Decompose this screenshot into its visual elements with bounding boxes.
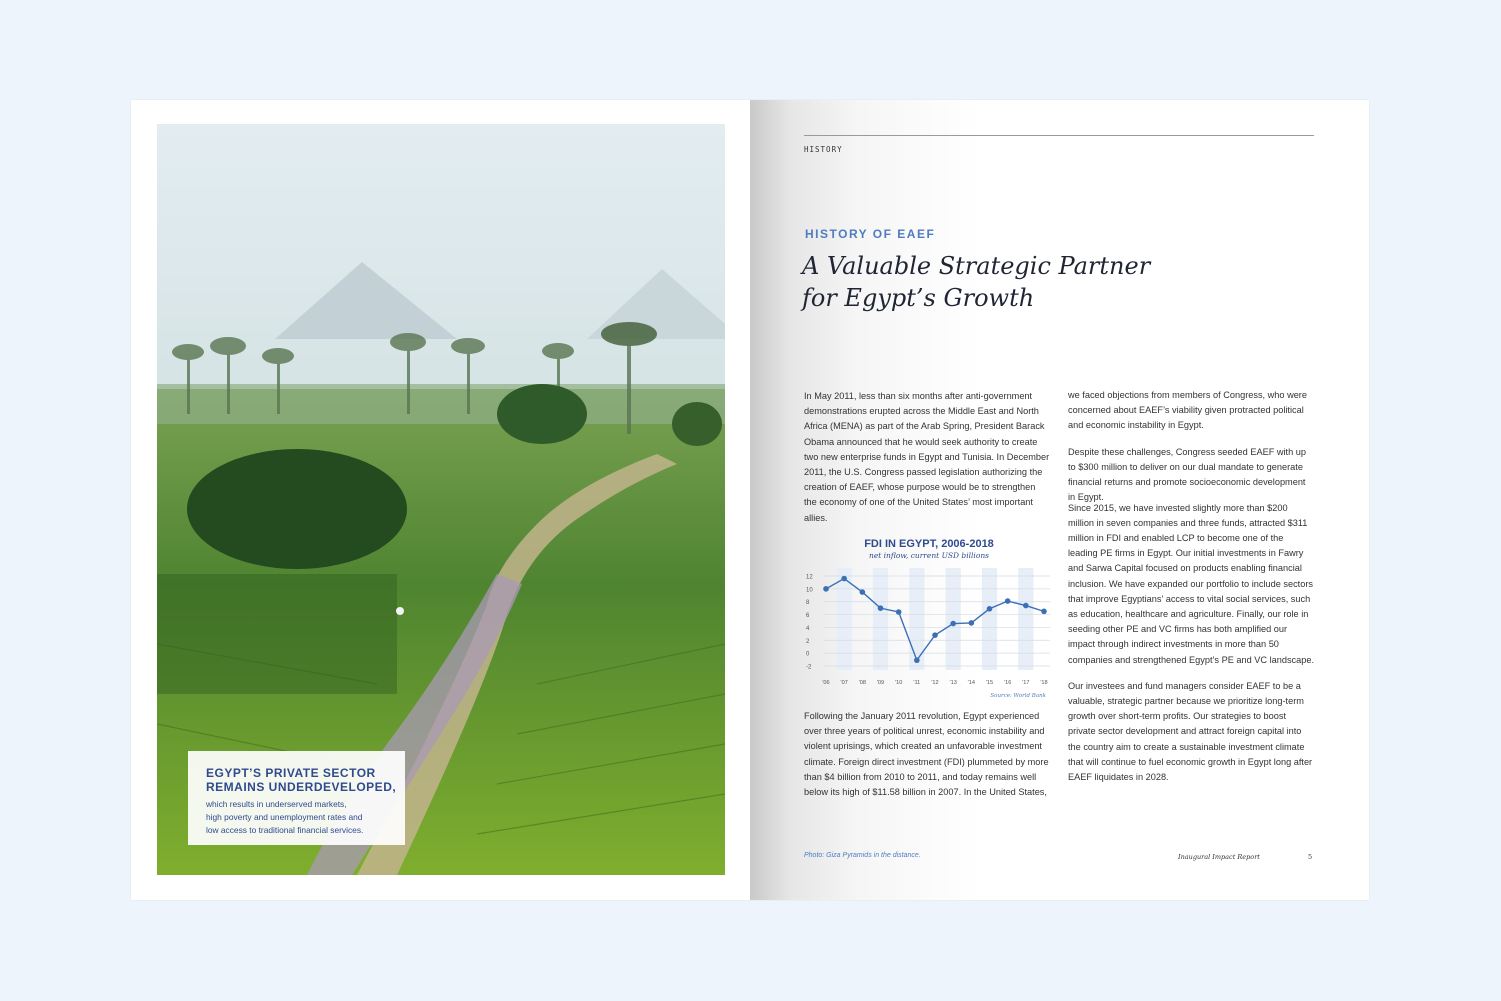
- chart-band: [873, 568, 888, 670]
- chart-data-point: [878, 605, 884, 611]
- x-tick-label: '13: [949, 680, 957, 686]
- brochure-spread: [131, 100, 1369, 900]
- chart-data-point: [896, 609, 902, 615]
- y-tick-label: 0: [806, 651, 810, 658]
- chart-data-point: [1005, 598, 1011, 604]
- x-tick-label: '14: [967, 680, 975, 686]
- x-tick-label: '09: [876, 680, 885, 686]
- right-page: [750, 100, 1369, 900]
- callout-title: EGYPT’S PRIVATE SECTOR REMAINS UNDERDEVELOPED,: [206, 766, 397, 794]
- chart-subtitle: net inflow, current USD billions: [868, 551, 990, 560]
- page-number: 5: [1308, 853, 1313, 861]
- sector-callout: [188, 751, 405, 845]
- body-column-a-top: [804, 389, 1050, 526]
- chart-data-point: [1023, 603, 1029, 609]
- footer-report-title: Inaugural Impact Report: [1178, 853, 1260, 861]
- chart-band: [982, 568, 997, 670]
- callout-body: which results in underserved markets, high poverty and unemployment rates and low access to traditional financial services.: [206, 799, 364, 835]
- x-tick-label: '12: [931, 680, 939, 686]
- y-tick-label: 6: [806, 613, 810, 620]
- y-tick-label: -2: [806, 664, 812, 671]
- page-title: A Valuable Strategic Partner for Egypt’s Growth: [802, 252, 1151, 312]
- x-tick-label: '06: [822, 680, 830, 686]
- giza-landscape-photo: [157, 124, 725, 875]
- y-tick-label: 10: [806, 587, 813, 594]
- y-tick-label: 12: [806, 574, 813, 581]
- body-column-a-bottom: [804, 709, 1050, 800]
- chart-source: Source: World Bank: [990, 693, 1046, 699]
- photo-credit: Photo: Giza Pyramids in the distance.: [804, 852, 921, 859]
- x-tick-label: '10: [895, 680, 903, 686]
- x-tick-label: '16: [1004, 680, 1012, 686]
- header-rule: [804, 135, 1314, 136]
- kicker: HISTORY OF EAEF: [805, 227, 936, 241]
- y-tick-label: 4: [806, 625, 810, 632]
- paragraph: we faced objections from members of Congress, who were concerned about EAEF’s viability given protracted political and economic instability in Egypt.: [1068, 390, 1307, 431]
- body-column-b: [1068, 388, 1314, 785]
- x-tick-label: '07: [840, 680, 848, 686]
- paragraph: In May 2011, less than six months after anti-government demonstrations erupted across the Middle East and North Africa (MENA) as part of the Arab Spring, President Barack Obama announced that he would seek authority to create two new enterprise funds in Egypt and Tunisia. In December 2011, the U.S. Congress passed legislation authorizing the creation of EAEF, whose purpose would be to strengthen the economy of one of the United States’ most important allies.: [804, 391, 1050, 523]
- x-tick-label: '08: [858, 680, 866, 686]
- chart-data-point: [1041, 609, 1047, 615]
- section-label: HISTORY: [804, 145, 843, 154]
- chart-series-line: [826, 579, 1044, 661]
- chart-data-point: [969, 620, 975, 626]
- chart-data-point: [841, 576, 847, 582]
- chart-data-point: [860, 589, 866, 595]
- paragraph: Our investees and fund managers consider EAEF to be a valuable, strategic partner because we prioritize long-term growth over short-term profits. Our strategies to boost private sector development and attract foreign capital into the country aim to create a sustainable investment climate that will continue to fuel economic growth in Egypt long after EAEF liquidates in 2028.: [1068, 680, 1313, 783]
- chart-band: [909, 568, 924, 670]
- chart-data-point: [987, 606, 993, 612]
- x-tick-label: '15: [985, 680, 994, 686]
- chart-band: [1018, 568, 1033, 670]
- chart-data-point: [950, 621, 956, 627]
- y-tick-label: 2: [806, 638, 810, 645]
- paragraph: Following the January 2011 revolution, Egypt experienced over three years of political unrest, economic instability and violent uprisings, which created an unfavorable investment climate. Foreign direct investment (FDI) plummeted by more than $4 billion from 2010 to 2011, and today remains well below its high of $11.58 billion in 2007. In the United States,: [804, 711, 1049, 798]
- y-tick-label: 8: [806, 600, 810, 607]
- chart-data-point: [932, 632, 938, 638]
- left-page: [131, 100, 750, 900]
- chart-title: FDI IN EGYPT, 2006-2018: [864, 538, 994, 550]
- chart-data-point: [914, 657, 920, 663]
- x-tick-label: '18: [1040, 680, 1048, 686]
- chart-data-point: [823, 586, 829, 592]
- x-tick-label: '11: [913, 680, 921, 686]
- x-tick-label: '17: [1022, 680, 1030, 686]
- fdi-line-chart: [804, 562, 1054, 690]
- paragraph: Despite these challenges, Congress seeded EAEF with up to $300 million to deliver on our dual mandate to generate financial returns and promote socioeconomic development in Egypt.: [1068, 446, 1306, 503]
- chart-band: [946, 568, 961, 670]
- paragraph: Since 2015, we have invested slightly more than $200 million in seven companies and three funds, attracted $311 million in FDI and enabled LCP to become one of the leading PE firms in Egypt. Our initial investments in Fawry and Sarwa Capital focused on products enabling financial inclusion. We have expanded our portfolio to include sectors that improve Egyptians’ access to vital social services, such as education, healthcare and agriculture. Finally, our role in seeding other PE and VC firms has both amplified our impact through indirect investments in more than 50 companies and strengthened Egypt’s PE and VC landscape.: [1068, 502, 1315, 665]
